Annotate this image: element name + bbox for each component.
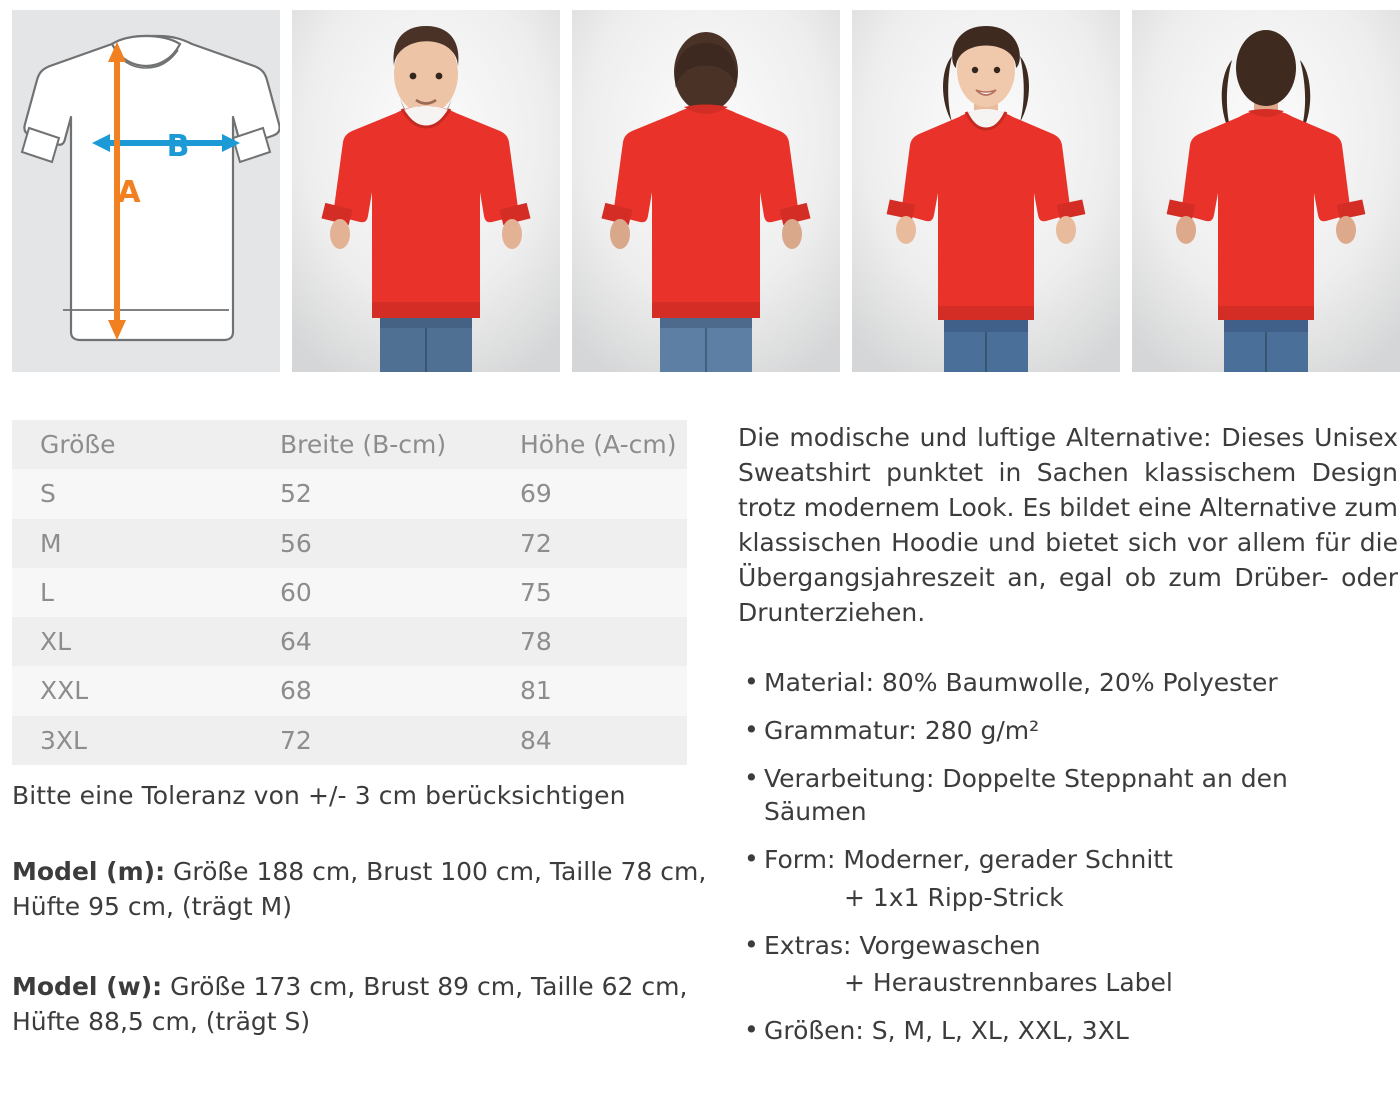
column-header-height: Höhe (A-cm) (520, 430, 677, 459)
table-row (12, 666, 687, 715)
list-item: • Verarbeitung: Doppelte Steppnaht an den Säumen (738, 762, 1398, 830)
cell-size: S (40, 479, 56, 509)
list-item-sub-text: + 1x1 Ripp-Strick (844, 882, 1064, 912)
cell-width: 52 (280, 479, 312, 509)
size-chart-table (12, 420, 687, 765)
product-details (0, 372, 1400, 1065)
list-item: • Größen: S, M, L, XL, XXL, 3XL (738, 1014, 1398, 1048)
svg-text:B: B (166, 129, 190, 164)
cell-height: 78 (520, 627, 552, 656)
cell-width: 60 (280, 577, 312, 607)
model-male-info (12, 854, 712, 925)
cell-width: 72 (280, 725, 312, 755)
model-female-info (12, 969, 712, 1040)
cell-height: 69 (520, 479, 552, 509)
product-description: Die modische und luftige Alternative: Dieses Unisex Sweatshirt punktet in Sachen klassischem Design trotz modernem Look. Es bildet eine Alternative zum klassischen Hoodie und bietet sich vor allem für die Übergangsjahreszeit an, egal ob zum Drüber- oder Drunterziehen. (738, 423, 1398, 627)
model-photo-male-front (292, 10, 560, 372)
description-column (738, 420, 1398, 1065)
model-male-label: Model (m): (12, 856, 166, 886)
table-row (12, 519, 687, 568)
model-photo-male-back (572, 10, 840, 372)
cell-size: XXL (40, 676, 89, 706)
table-row (12, 716, 687, 765)
tolerance-note: Bitte eine Toleranz von +/- 3 cm berücksichtigen (12, 780, 626, 810)
svg-text:A: A (117, 175, 141, 210)
cell-height: 81 (520, 676, 552, 706)
table-row (12, 469, 687, 518)
cell-width: 56 (280, 528, 312, 558)
list-item-sub (738, 881, 1398, 915)
model-female-label: Model (w): (12, 971, 163, 1001)
sweatshirt-outline-icon (12, 10, 280, 372)
cell-size: L (40, 577, 54, 607)
cell-size: 3XL (40, 725, 87, 755)
table-row (12, 617, 687, 666)
model-female-text: Größe 173 cm, Brust 89 cm, Taille 62 cm, Hüfte 88,5 cm, (trägt S) (12, 971, 688, 1037)
column-header-width: Breite (B-cm) (280, 430, 447, 459)
model-photo-female-front (852, 10, 1120, 372)
list-item-sub (738, 966, 1398, 1000)
table-row (12, 568, 687, 617)
model-male-text: Größe 188 cm, Brust 100 cm, Taille 78 cm, Hüfte 95 cm, (trägt M) (12, 856, 707, 922)
list-item-sub-text: + Heraustrennbares Label (844, 968, 1173, 998)
model-photo-female-back (1132, 10, 1400, 372)
measurement-diagram-tile (12, 10, 280, 372)
cell-width: 68 (280, 676, 312, 706)
product-image-gallery (0, 0, 1400, 372)
column-header-size: Größe (40, 430, 116, 459)
cell-width: 64 (280, 627, 312, 656)
cell-height: 72 (520, 528, 552, 558)
cell-size: M (40, 528, 62, 558)
cell-height: 75 (520, 577, 552, 607)
size-info-column (12, 420, 712, 1065)
list-item: • Material: 80% Baumwolle, 20% Polyester (738, 666, 1398, 700)
cell-height: 84 (520, 725, 552, 755)
list-item: • Grammatur: 280 g/m² (738, 714, 1398, 748)
product-specs-list (738, 666, 1398, 1048)
list-item: • Extras: Vorgewaschen (738, 929, 1398, 963)
list-item: • Form: Moderner, gerader Schnitt (738, 843, 1398, 877)
cell-size: XL (40, 627, 72, 656)
table-header-row (12, 420, 687, 469)
